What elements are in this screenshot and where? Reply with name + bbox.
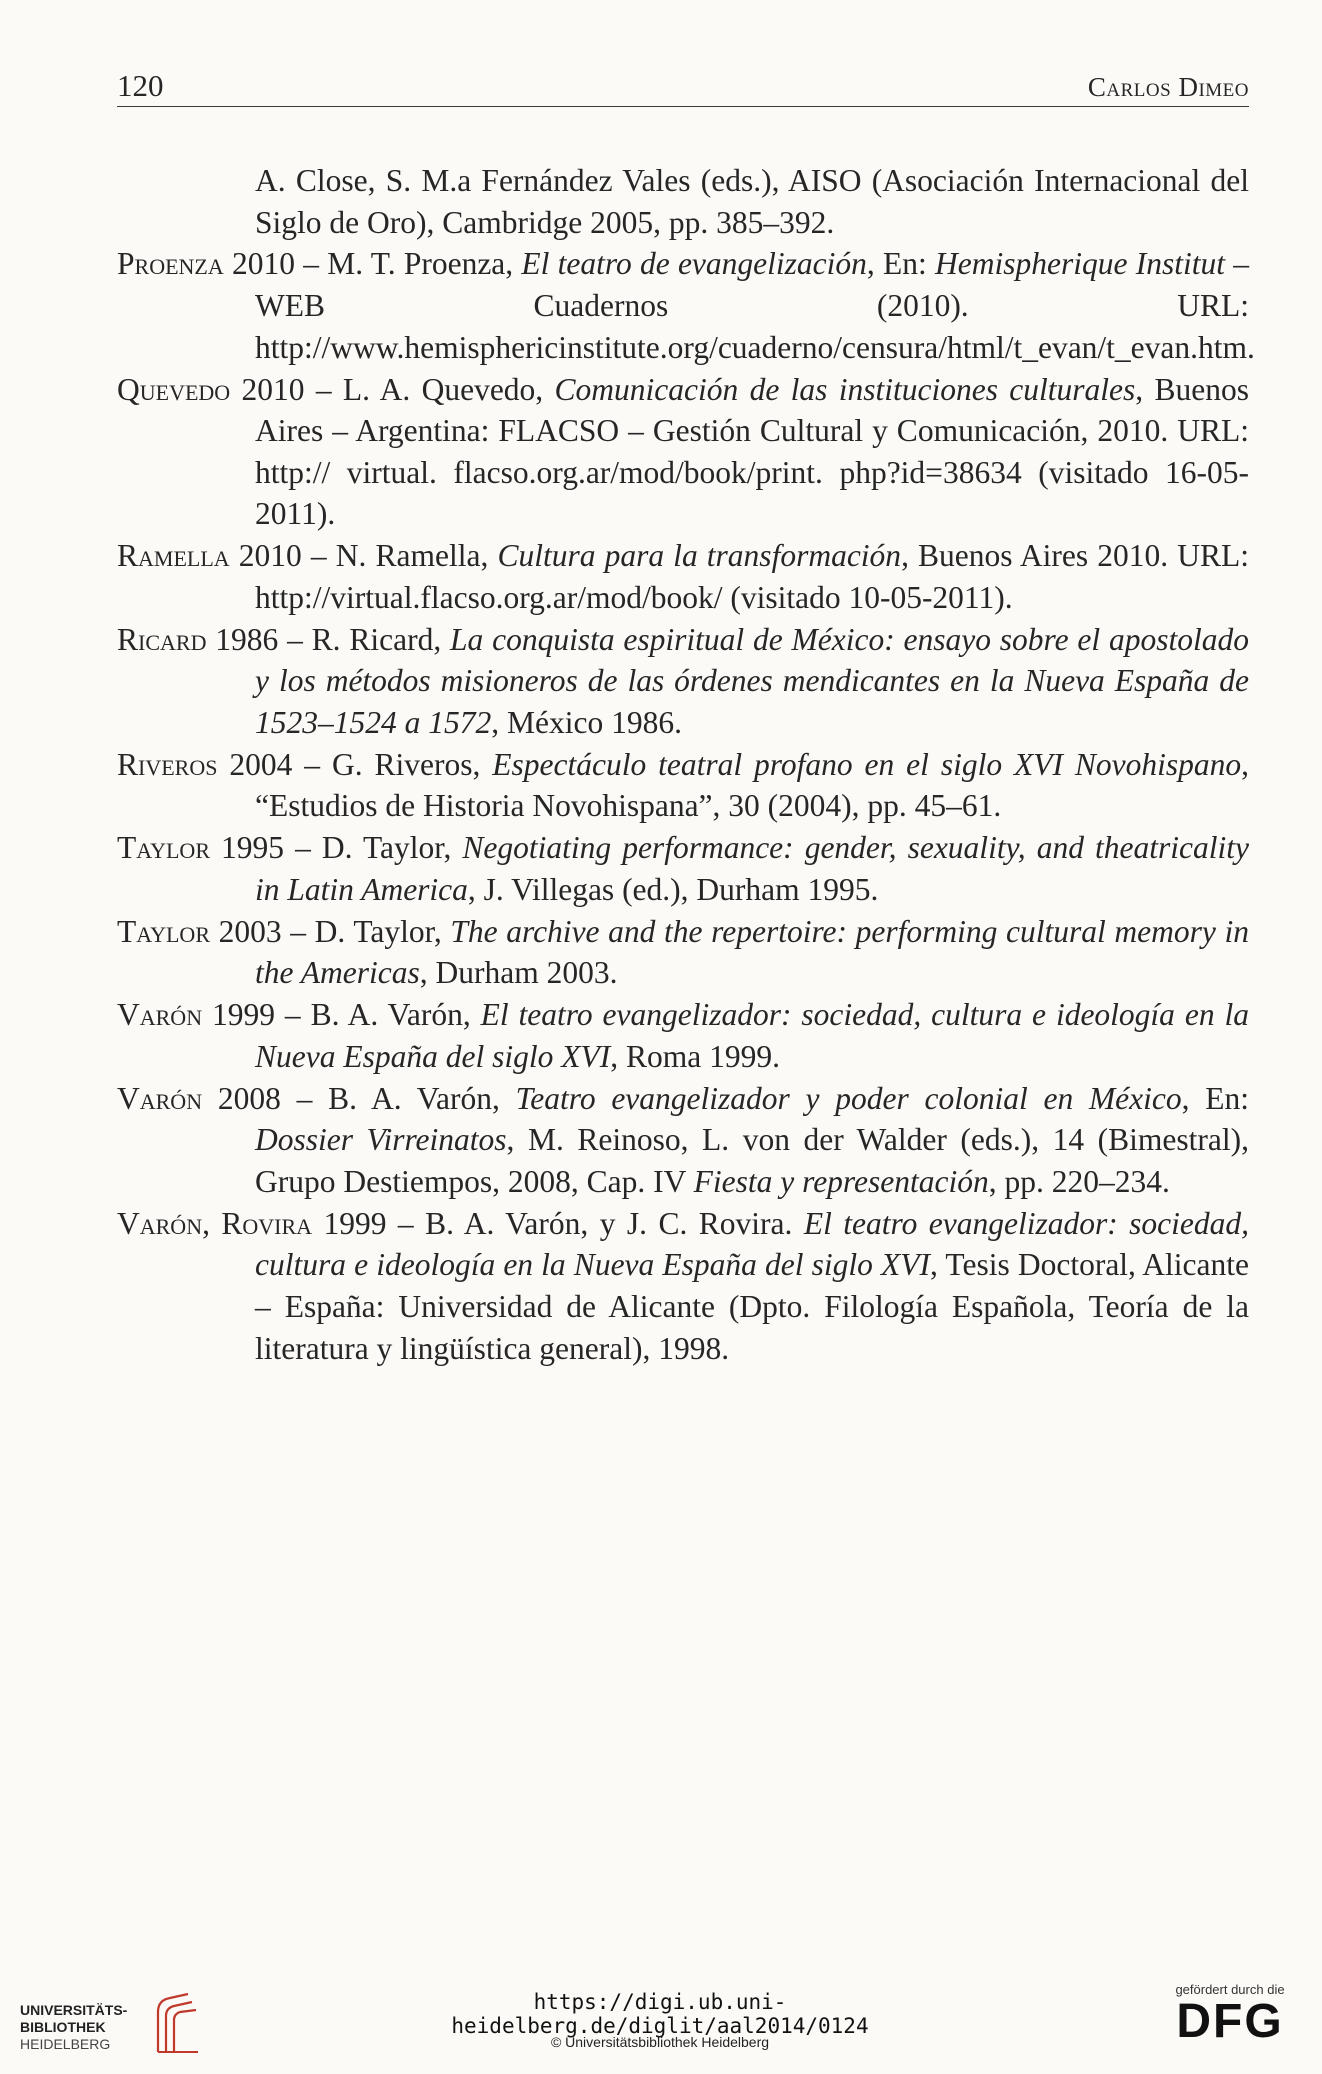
page-header — [117, 62, 1249, 107]
bib-entry-title: Hemispherique Institut — [935, 246, 1225, 282]
bib-entry-text: , México 1986. — [491, 704, 682, 740]
bib-entry-text: – D. Taylor, — [281, 913, 451, 949]
bib-entry-text: – B. A. Varón, — [275, 997, 481, 1033]
bib-entry-text: , Buenos Aires 2010. URL: http://virtual.flacso.org.ar/mod/book/ (visitado 10-05-2011). — [255, 538, 1249, 615]
page-number: 120 — [117, 68, 164, 103]
bib-entry-text: , pp. 220–234. — [988, 1163, 1170, 1199]
bib-entry — [117, 827, 1249, 910]
bib-entry-text: – D. Taylor, — [284, 830, 463, 866]
library-name-line3: HEIDELBERG — [20, 2036, 111, 2052]
bib-entry-text: , Tesis Doctoral, Alicante – España: Universidad de Alicante (Dpto. Filología Española, Teoría de la literatura y lingüística general), 1998. — [255, 1247, 1250, 1366]
bib-entry-key: Ricard 1986 — [117, 621, 279, 657]
bib-entry-key: Taylor 2003 — [117, 913, 282, 949]
bib-entry-key: Varón 2008 — [117, 1080, 281, 1116]
bib-entry-text: , M. Reinoso, L. von der Walder (eds.), 14 (Bimestral), Grupo Destiempos, 2008, Cap. IV — [255, 1122, 1249, 1199]
bib-entry-text: , En: — [866, 246, 936, 282]
bib-entry — [117, 911, 1249, 994]
bib-entry — [117, 619, 1249, 744]
bib-entry — [117, 744, 1249, 827]
bib-entry — [117, 243, 1255, 368]
bib-entry-text: , “Estudios de Historia Novohispana”, 30 (2004), pp. 45–61. — [255, 746, 1249, 824]
library-logo[interactable] — [20, 1990, 220, 2060]
bib-entry-title: Negotiating performance: gender, sexuality, and theatricality in Latin America — [255, 830, 1249, 907]
running-head: Carlos Dimeo — [1087, 72, 1249, 102]
bib-entry-title: Fiesta y representación — [693, 1163, 989, 1199]
library-name-line2: BIBLIOTHEK — [20, 2019, 106, 2035]
bib-entry-key: Quevedo 2010 — [117, 371, 305, 407]
bib-entry-text: – B. A. Varón, — [280, 1080, 516, 1116]
bib-entry — [117, 160, 1249, 243]
bib-entry — [117, 1203, 1249, 1369]
bib-entry-text: – N. Ramella, — [301, 538, 498, 574]
bib-entry-text: , Durham 2003. — [419, 955, 618, 991]
bib-entry — [117, 994, 1249, 1077]
copyright-notice: © Universitätsbibliothek Heidelberg — [550, 2034, 770, 2050]
bib-entry-title: The archive and the repertoire: performing cultural memory in the Americas — [255, 913, 1250, 991]
dfg-wordmark: DFG — [1176, 1995, 1284, 2048]
bib-entry-text: A. Close, S. M.a Fernández Vales (eds.), AISO (Asociación Internacional del Siglo de Oro), Cambridge 2005, pp. 385–392. — [255, 163, 1249, 240]
bib-entry-key: Varón, Rovira 1999 — [117, 1205, 387, 1241]
bib-entry-title: El teatro evangelizador: sociedad, cultura e ideología en la Nueva España del siglo XVI — [255, 1205, 1249, 1283]
bib-entry-text: – L. A. Quevedo, — [304, 371, 555, 407]
bib-entry-text: – M. T. Proenza, — [294, 246, 522, 282]
bib-entry-title: El teatro de evangelización — [521, 246, 867, 282]
bib-entry-text: , J. Villegas (ed.), Durham 1995. — [467, 871, 879, 907]
bibliography — [117, 160, 1255, 1369]
library-name-line1: UNIVERSITÄTS- — [20, 2002, 128, 2018]
bib-entry-text: – WEB Cuadernos (2010). URL: http://www.hemisphericinstitute.org/cuaderno/censura/html/t_evan/t_evan.htm. — [255, 246, 1255, 365]
bib-entry — [117, 369, 1249, 535]
bib-entry-text: – B. A. Varón, y J. C. Rovira. — [386, 1205, 804, 1241]
funded-by-label: gefördert durch die — [1175, 1982, 1285, 1997]
bib-entry-text: , Buenos Aires – Argentina: FLACSO – Gestión Cultural y Comunicación, 2010. URL: http:// virtual. flacso.org.ar/mod/book/print. php?id=38634 (visitado 16-05-2011). — [255, 371, 1249, 532]
bib-entry — [117, 1078, 1249, 1203]
bib-entry-title: Dossier Virreinatos — [255, 1122, 507, 1158]
bib-entry-text: , En: — [1181, 1080, 1250, 1116]
bib-entry-title: El teatro evangelizador: sociedad, cultura e ideología en la Nueva España del siglo XVI — [255, 997, 1249, 1074]
permalink-link[interactable]: https://digi.ub.uni-heidelberg.de/diglit/aal2014/0124 — [451, 1990, 869, 2038]
bib-entry-title: Cultura para la transformación — [497, 538, 902, 574]
bib-entry-title: Comunicación de las instituciones culturales — [554, 371, 1136, 407]
bib-entry-title: Espectáculo teatral profano en el siglo XVI Novohispano — [492, 746, 1242, 782]
bib-entry-key: Proenza 2010 — [117, 246, 295, 282]
bib-entry-title: Teatro evangelizador y poder colonial en México — [515, 1080, 1182, 1116]
bib-entry-title: La conquista espiritual de México: ensayo sobre el apostolado y los métodos misioneros de las órdenes mendicantes en la Nueva España de 1523–1524 a 1572 — [255, 621, 1249, 740]
bib-entry-key: Varón 1999 — [117, 997, 275, 1033]
footer — [0, 1968, 1322, 2074]
dfg-logo[interactable] — [1160, 1982, 1300, 2062]
bib-entry-text: – R. Ricard, — [278, 621, 451, 657]
bib-entry — [117, 535, 1249, 618]
bib-entry-key: Riveros 2004 — [117, 746, 293, 782]
bib-entry-key: Ramella 2010 — [117, 538, 302, 574]
bib-entry-key: Taylor 1995 — [117, 830, 285, 866]
bib-entry-text: , Roma 1999. — [610, 1038, 780, 1074]
lion-emblem-icon — [148, 1990, 208, 2060]
bib-entry-text: – G. Riveros, — [292, 746, 493, 782]
